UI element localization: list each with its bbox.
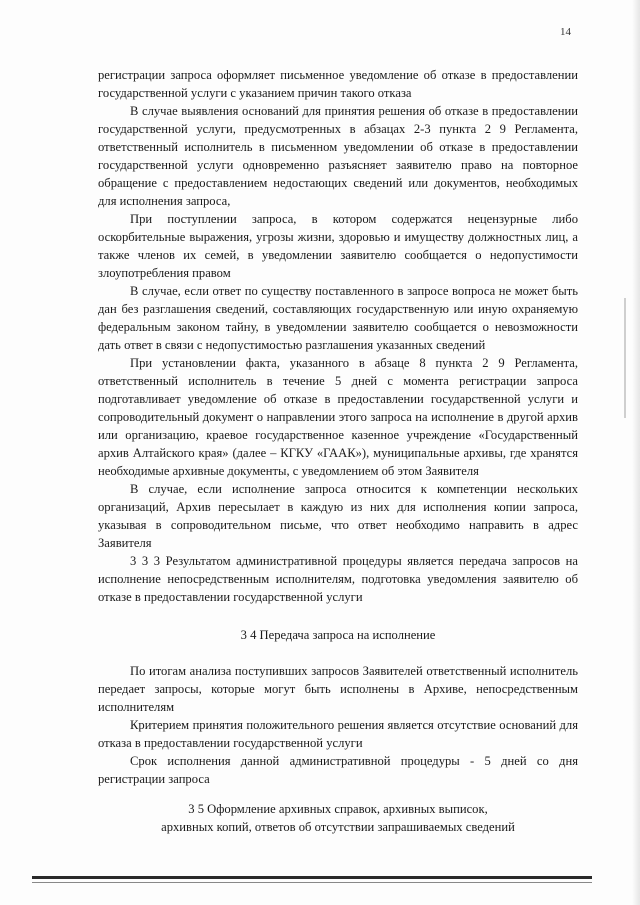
paragraph-procedure-result: 3 3 3 Результатом административной процедуры является передача запросов на исполнение непосредственным исполнителям, подготовка уведомления заявителю об отказе в предоставлении государственной услуги [98, 554, 578, 604]
text-block-1 [98, 66, 578, 606]
paragraph-procedure-deadline: Срок исполнения данной административной процедуры - 5 дней со дня регистрации запроса [98, 754, 578, 786]
paragraph-refusal-grounds: В случае выявления оснований для принятия решения об отказе в предоставлении государственной услуги, предусмотренных в абзацах 2-3 пункта 2 9 Регламента, ответственный исполнитель в письменном уведомлении об отказе в предоставлении государственной услуги одновременно разъясняет заявителю право на повторное обращение с предоставлением недостающих сведений или документов, необходимых для исполнения запроса, [98, 104, 578, 208]
paragraph-decision-criterion: Критерием принятия положительного решения является отсутствие оснований для отказа в предоставлении государственной услуги [98, 718, 578, 750]
section-heading-3-5 [98, 800, 578, 836]
scan-artifact-mark [624, 298, 626, 418]
paragraph-obscene-request: При поступлении запроса, в котором содержатся нецензурные либо оскорбительные выражения, угрозы жизни, здоровью и имуществу должностных лиц, а также членов их семей, в уведомлении заявителю сообщается о недопустимости злоупотребления правом [98, 212, 578, 280]
section-heading-3-5-line2: архивных копий, ответов об отсутствии запрашиваемых сведений [161, 820, 515, 834]
paragraph-state-secret: В случае, если ответ по существу поставленного в запросе вопроса не может быть дан без разглашения сведений, составляющих государственную или иную охраняемую федеральным законом тайну, в уведомлении заявителю сообщается о невозможности дать ответ в связи с недопустимостью разглашения указанных сведений [98, 284, 578, 352]
section-heading-3-4: 3 4 Передача запроса на исполнение [240, 628, 436, 642]
paragraph-multiple-organizations: В случае, если исполнение запроса относится к компетенции нескольких организаций, Архив пересылает в каждую из них для исполнения копии запроса, указывая в сопроводительном письме, что ответ необходимо направить в адрес Заявителя [98, 482, 578, 550]
paragraph-redirect-request: При установлении факта, указанного в абзаце 8 пункта 2 9 Регламента, ответственный исполнитель в течение 5 дней с момента регистрации запроса подготавливает уведомление об отказе в предоставлении государственной услуги и сопроводительный документ о направлении этого запроса на исполнение в другой архив или организацию, краевое государственное казенное учреждение «Государственный архив Алтайского края» (далее – КГКУ «ГААК»), муниципальные архивы, где хранятся необходимые архивные документы, с уведомлением об этом Заявителя [98, 356, 578, 478]
section-heading-3-5-line1: 3 5 Оформление архивных справок, архивных выписок, [188, 802, 488, 816]
paragraph-transfer-to-executors: По итогам анализа поступивших запросов Заявителей ответственный исполнитель передает запросы, которые могут быть исполнены в Архиве, непосредственным исполнителям [98, 664, 578, 714]
scan-bottom-line [32, 882, 592, 883]
text-block-2 [98, 662, 578, 788]
page-number: 14 [560, 26, 571, 38]
paragraph-continuation: регистрации запроса оформляет письменное уведомление об отказе в предоставлении государственной услуги с указанием причин такого отказа [98, 68, 578, 100]
scan-bottom-bar [32, 876, 592, 879]
page-edge-shadow [632, 0, 640, 905]
